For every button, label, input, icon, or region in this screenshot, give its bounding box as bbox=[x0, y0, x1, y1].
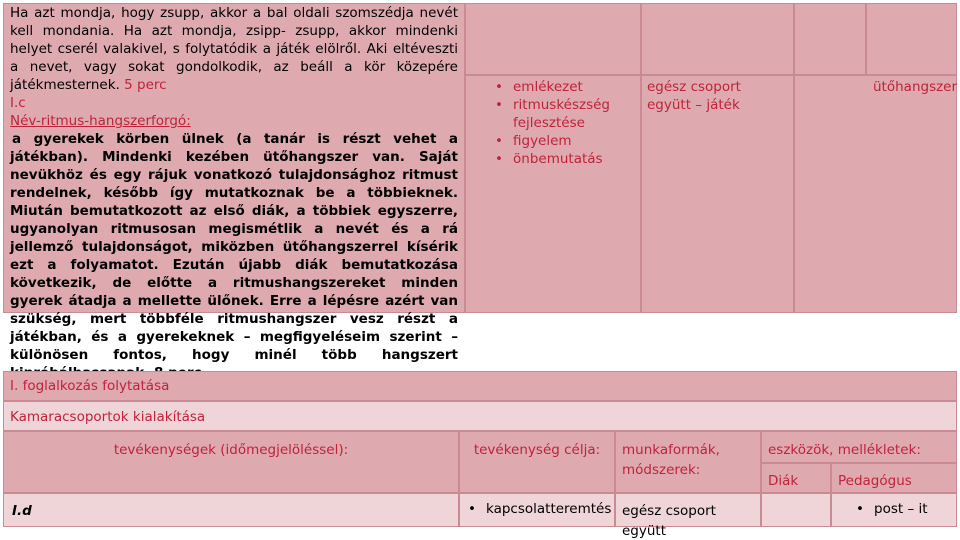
header-tools: eszközök, mellékletek: bbox=[768, 442, 921, 458]
subsection-heading-row bbox=[3, 401, 957, 431]
header-student-cell bbox=[761, 463, 831, 493]
intro-paragraph bbox=[10, 4, 458, 94]
activity-description-cell bbox=[3, 3, 465, 363]
row-teacher-tool-list bbox=[854, 500, 952, 518]
header-work-forms: munkaformák, módszerek: bbox=[622, 442, 720, 478]
section-heading-row bbox=[3, 371, 957, 401]
row-work-form-cell bbox=[615, 493, 761, 539]
top-row-goal-cell bbox=[465, 3, 641, 75]
row-work-form: egész csoport együtt bbox=[622, 503, 716, 539]
goal-item: • ritmuskészség fejlesztése bbox=[493, 96, 634, 132]
section-title: Név-ritmus-hangszerforgó: bbox=[10, 113, 191, 129]
row-code-cell bbox=[3, 493, 459, 527]
goals-cell bbox=[465, 75, 641, 313]
top-row-teacher-cell bbox=[866, 3, 957, 75]
goal-item: • emlékezet bbox=[493, 78, 634, 96]
intro-time: 5 perc bbox=[124, 77, 167, 93]
goal-item: • figyelem bbox=[493, 132, 634, 150]
goal-item: • önbemutatás bbox=[493, 150, 634, 168]
row-code: I.d bbox=[12, 503, 32, 519]
row-student-tool-cell bbox=[761, 493, 831, 527]
intro-text: Ha azt mondja, hogy zsupp, akkor a bal oldali szomszédja nevét kell mondania. Ha azt mondja, zsipp- zsupp, akkor mindenki helyet cserél valakivel, s folytatódik a játék elölről. Aki eltéveszti a nevet, vagy sokat gondolkodik, az beáll a kör közepére játékmesternek. bbox=[10, 5, 458, 93]
description-text: a gyerekek körben ülnek (a tanár is részt vehet a játékban). Mindenki kezében ütőhangszer van. Saját nevükhöz és egy rájuk vonatkozó tulajdonsághoz ritmust rendelnek, később így mutatkoznak be a többieknek. Miután bemutatkozott az első diák, a többiek egyszerre, ugyanolyan ritmusosan megismétlik a nevét és a rá jellemző tulajdonságot, miközben ütőhangszerrel kísérik ezt a folyamatot. Ezután újabb diák bemutatkozása következik, de előtte a ritmushangszereket minden gyerek átadja a mellette ülőnek. Erre a lépésre azért van szükség, mert többféle ritmushangszer vesz részt a játékban, és a gyerekeknek – megfigyeléseim szerint – különösen fontos, hogy minél több hangszert bbox=[10, 131, 458, 363]
row-teacher-tool-item: • post – it bbox=[854, 500, 952, 518]
goals-list bbox=[493, 78, 634, 168]
subsection-heading: Kamaracsoportok kialakítása bbox=[10, 409, 206, 425]
work-form-text: egész csoport együtt – játék bbox=[647, 79, 741, 113]
section-heading: I. foglalkozás folytatása bbox=[10, 378, 170, 394]
tools-text: ütőhangszer bbox=[873, 79, 958, 95]
header-teacher-cell bbox=[831, 463, 957, 493]
row-goal-item: • kapcsolatteremtés bbox=[466, 500, 610, 518]
work-form-cell bbox=[641, 75, 794, 313]
header-work-forms-cell bbox=[615, 431, 761, 493]
row-goal-cell bbox=[459, 493, 615, 527]
header-student: Diák bbox=[768, 473, 799, 489]
top-row-workform-cell bbox=[641, 3, 794, 75]
section-code: I.c bbox=[10, 95, 26, 111]
header-goal-cell bbox=[459, 431, 615, 493]
header-teacher: Pedagógus bbox=[838, 473, 912, 489]
row-teacher-tool-cell bbox=[831, 493, 957, 527]
header-activities-cell bbox=[3, 431, 459, 493]
header-goal: tevékenység célja: bbox=[473, 442, 601, 458]
header-tools-cell bbox=[761, 431, 957, 463]
tools-cell bbox=[794, 75, 957, 313]
row-goal-list bbox=[466, 500, 610, 518]
top-row-student-cell bbox=[794, 3, 866, 75]
header-activities: tevékenységek (időmegjelöléssel): bbox=[113, 442, 349, 458]
description-paragraph bbox=[10, 130, 458, 382]
